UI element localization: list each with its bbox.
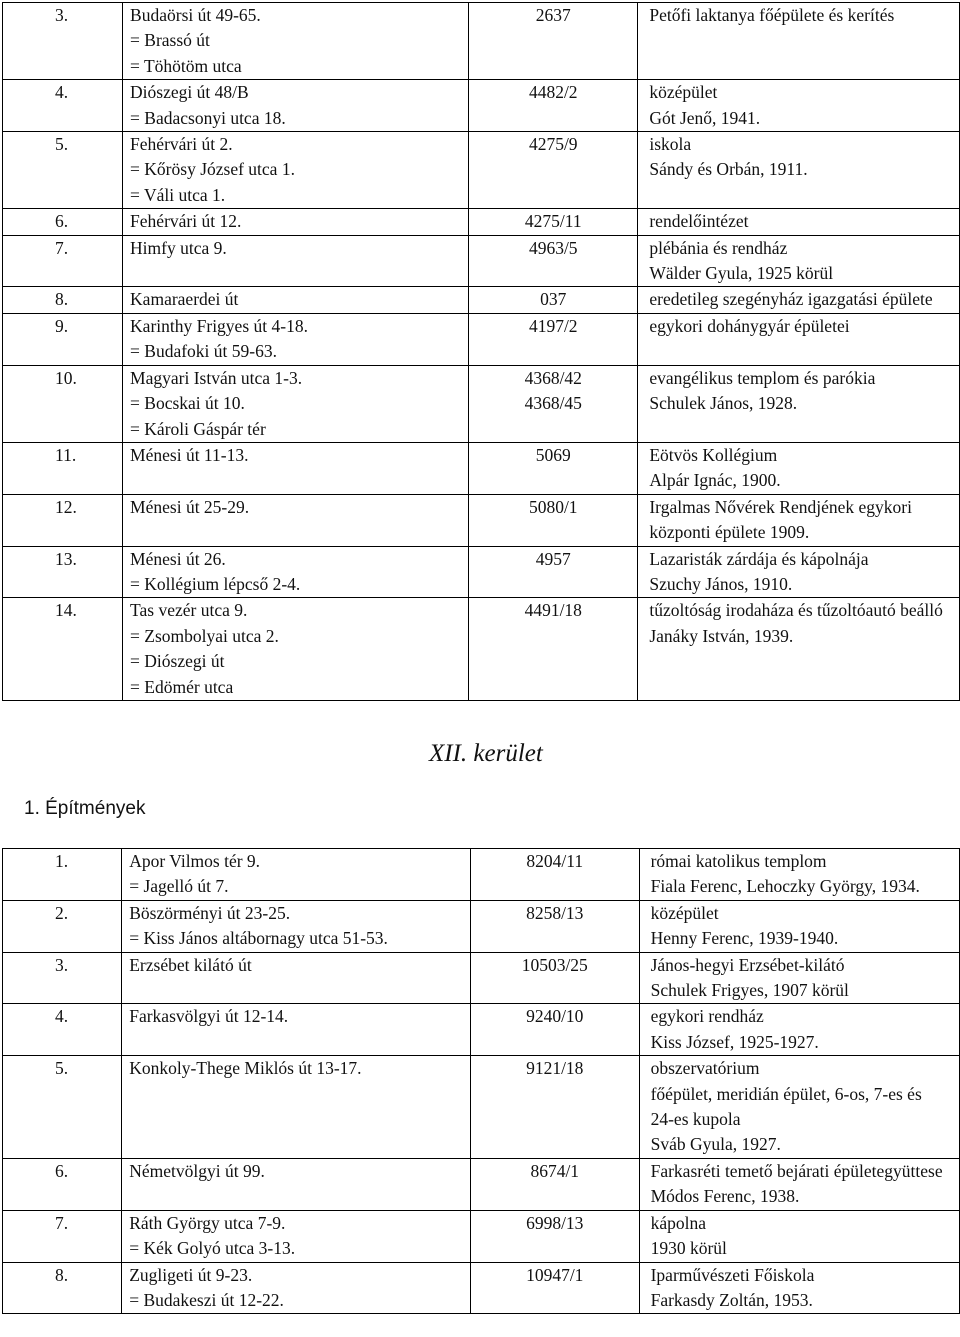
description-cell — [639, 1210, 959, 1262]
table-row — [3, 287, 960, 313]
address-line: = Zsombolyai utca 2. — [130, 625, 279, 646]
address-cell — [122, 1056, 471, 1159]
address-line: Magyari István utca 1-3. — [130, 367, 303, 388]
address-line: Fehérvári út 12. — [130, 211, 242, 232]
address-cell — [123, 494, 469, 546]
description-line: egykori dohánygyár épületei — [649, 315, 850, 336]
district-heading: XII. kerület — [429, 740, 543, 767]
plot-number-cell — [469, 313, 638, 365]
row-number: 6. — [3, 1158, 122, 1210]
table-row — [3, 313, 960, 365]
address-line: Ráth György utca 7-9. — [129, 1212, 286, 1233]
address-cell — [123, 132, 469, 209]
plot-number-line: 4197/2 — [528, 315, 578, 336]
description-line: Irgalmas Nővérek Rendjének egykori központi épülete 1909. — [649, 496, 912, 543]
plot-number-line: 037 — [540, 289, 567, 310]
address-cell — [123, 287, 469, 313]
address-line: = Károli Gáspár tér — [130, 418, 266, 439]
description-line: Iparművészeti Főiskola — [650, 1264, 815, 1285]
description-cell — [638, 598, 960, 701]
address-line: Böszörményi út 23-25. — [129, 902, 291, 923]
address-cell — [123, 365, 469, 442]
plot-number-line: 4275/9 — [528, 134, 578, 155]
table-row — [3, 442, 960, 494]
address-line: Karinthy Frigyes út 4-18. — [130, 315, 308, 336]
table-row — [3, 900, 960, 952]
plot-number-line: 4482/2 — [528, 82, 578, 103]
plot-number-line: 4368/45 — [524, 393, 582, 414]
table-row — [3, 546, 960, 598]
row-number: 10. — [3, 365, 123, 442]
monument-table-2 — [2, 848, 960, 1314]
plot-number-cell — [470, 1262, 639, 1314]
description-line: középület — [650, 902, 719, 923]
plot-number-line: 4491/18 — [524, 600, 582, 621]
address-line: = Kék Golyó utca 3-13. — [129, 1238, 296, 1259]
description-cell — [638, 3, 960, 80]
description-line: 1930 körül — [650, 1238, 727, 1259]
address-cell — [123, 209, 469, 235]
plot-number-cell — [469, 494, 638, 546]
plot-number-cell — [469, 80, 638, 132]
address-line: Apor Vilmos tér 9. — [129, 851, 261, 871]
address-cell — [123, 546, 469, 598]
table-row — [3, 1210, 960, 1262]
row-number: 5. — [3, 132, 123, 209]
description-line: Módos Ferenc, 1938. — [650, 1186, 800, 1207]
address-cell — [123, 235, 469, 287]
row-number: 3. — [3, 3, 123, 80]
table-row — [3, 235, 960, 287]
description-line: Fiala Ferenc, Lehoczky György, 1934. — [650, 876, 920, 897]
address-line: = Edömér utca — [130, 676, 234, 697]
monument-table-1 — [2, 2, 960, 701]
row-number: 11. — [3, 442, 123, 494]
section-label: 1. Építmények — [24, 798, 146, 819]
description-line: főépület, meridián épület, 6-os, 7-es és 24-es kupola — [650, 1083, 922, 1130]
description-cell — [638, 287, 960, 313]
description-line: Kiss József, 1925-1927. — [650, 1031, 819, 1052]
address-line: = Töhötöm utca — [130, 55, 242, 76]
description-line: Wälder Gyula, 1925 körül — [649, 263, 834, 284]
description-line: Petőfi laktanya főépülete és kerítés — [649, 5, 895, 25]
description-line: evangélikus templom és parókia — [649, 367, 876, 388]
description-cell — [638, 209, 960, 235]
plot-number-cell — [470, 1056, 639, 1159]
description-line: eredetileg szegényház igazgatási épülete — [649, 289, 933, 310]
plot-number-cell — [469, 235, 638, 287]
address-line: Diószegi út 48/B — [130, 82, 249, 103]
description-line: Sándy és Orbán, 1911. — [649, 159, 808, 180]
address-line: = Budafoki út 59-63. — [130, 341, 277, 362]
plot-number-line: 10503/25 — [521, 954, 588, 975]
address-line: Fehérvári út 2. — [130, 134, 233, 155]
plot-number-line: 10947/1 — [526, 1264, 584, 1285]
row-number: 6. — [3, 209, 123, 235]
address-cell — [122, 900, 471, 952]
description-cell — [638, 132, 960, 209]
plot-number-line: 5080/1 — [528, 496, 578, 517]
address-line: Ménesi út 11-13. — [130, 444, 249, 465]
address-line: = Diószegi út — [130, 651, 225, 672]
plot-number-cell — [469, 3, 638, 80]
address-line: Kamaraerdei út — [130, 289, 239, 310]
row-number: 3. — [3, 952, 122, 1004]
row-number: 5. — [3, 1056, 122, 1159]
description-cell — [638, 442, 960, 494]
description-line: plébánia és rendház — [649, 237, 788, 258]
row-number: 9. — [3, 313, 123, 365]
address-line: = Kollégium lépcső 2-4. — [130, 573, 301, 594]
row-number: 7. — [3, 1210, 122, 1262]
address-line: = Váli utca 1. — [130, 184, 226, 205]
table-row — [3, 1004, 960, 1056]
row-number: 1. — [3, 849, 122, 901]
description-cell — [639, 849, 959, 901]
address-line: Ménesi út 26. — [130, 548, 226, 569]
description-cell — [638, 80, 960, 132]
description-line: Farkasdy Zoltán, 1953. — [650, 1289, 813, 1310]
description-cell — [638, 313, 960, 365]
row-number: 13. — [3, 546, 123, 598]
table-row — [3, 849, 960, 901]
plot-number-cell — [470, 952, 639, 1004]
address-line: Ménesi út 25-29. — [130, 496, 250, 517]
description-cell — [639, 1056, 959, 1159]
plot-number-cell — [469, 442, 638, 494]
description-line: János-hegyi Erzsébet-kilátó — [650, 954, 845, 975]
plot-number-line: 6998/13 — [526, 1212, 584, 1233]
address-cell — [123, 3, 469, 80]
description-cell — [639, 900, 959, 952]
plot-number-line: 4275/11 — [524, 211, 582, 232]
plot-number-cell — [470, 1004, 639, 1056]
address-cell — [123, 80, 469, 132]
plot-number-line: 5069 — [535, 444, 571, 465]
description-line: középület — [649, 82, 718, 103]
description-line: kápolna — [650, 1212, 706, 1233]
description-line: rendelőintézet — [649, 211, 749, 232]
description-cell — [638, 546, 960, 598]
row-number: 4. — [3, 80, 123, 132]
table-row — [3, 494, 960, 546]
address-cell — [122, 1262, 471, 1314]
description-cell — [638, 365, 960, 442]
description-line: római katolikus templom — [650, 851, 827, 871]
row-number: 12. — [3, 494, 123, 546]
row-number: 2. — [3, 900, 122, 952]
address-line: = Jagelló út 7. — [129, 876, 229, 897]
plot-number-line: 4957 — [535, 548, 571, 569]
description-cell — [639, 952, 959, 1004]
table-row — [3, 1158, 960, 1210]
address-line: Konkoly-Thege Miklós út 13-17. — [129, 1058, 362, 1079]
address-cell — [122, 849, 471, 901]
address-line: = Budakeszi út 12-22. — [129, 1289, 284, 1310]
plot-number-cell — [469, 132, 638, 209]
address-cell — [122, 952, 471, 1004]
plot-number-line: 8258/13 — [526, 902, 584, 923]
description-line: Schulek János, 1928. — [649, 393, 798, 414]
description-cell — [639, 1262, 959, 1314]
plot-number-cell — [469, 598, 638, 701]
description-line: Eötvös Kollégium — [649, 444, 778, 465]
description-line: Gót Jenő, 1941. — [649, 107, 761, 128]
address-line: = Badacsonyi utca 18. — [130, 107, 286, 128]
table-row — [3, 132, 960, 209]
plot-number-cell — [470, 1210, 639, 1262]
table-row — [3, 80, 960, 132]
row-number: 7. — [3, 235, 123, 287]
plot-number-cell — [469, 209, 638, 235]
address-cell — [122, 1210, 471, 1262]
table-row — [3, 365, 960, 442]
address-cell — [123, 442, 469, 494]
address-line: = Brassó út — [130, 30, 210, 51]
description-line: obszervatórium — [650, 1058, 760, 1079]
plot-number-cell — [469, 287, 638, 313]
description-line: iskola — [649, 134, 692, 155]
row-number: 8. — [3, 1262, 122, 1314]
address-line: Németvölgyi út 99. — [129, 1160, 265, 1181]
plot-number-cell — [469, 546, 638, 598]
plot-number-cell — [470, 849, 639, 901]
plot-number-cell — [469, 365, 638, 442]
address-line: = Kőrösy József utca 1. — [130, 159, 295, 180]
table-row — [3, 3, 960, 80]
address-line: Budaörsi út 49-65. — [130, 5, 261, 25]
address-line: Tas vezér utca 9. — [130, 600, 248, 621]
description-line: Lazaristák zárdája és kápolnája — [649, 548, 869, 569]
plot-number-line: 9121/18 — [526, 1058, 584, 1079]
description-line: Farkasréti temető bejárati épületegyüttese — [650, 1160, 943, 1181]
table-row — [3, 1262, 960, 1314]
table-row — [3, 952, 960, 1004]
table-row — [3, 598, 960, 701]
plot-number-line: 4963/5 — [528, 237, 578, 258]
description-line: Henny Ferenc, 1939-1940. — [650, 928, 839, 949]
address-cell — [123, 313, 469, 365]
address-cell — [122, 1004, 471, 1056]
table-row — [3, 1056, 960, 1159]
plot-number-line: 9240/10 — [526, 1006, 584, 1027]
address-line: = Bocskai út 10. — [130, 393, 245, 414]
description-line: tűzoltóság irodaháza és tűzoltóautó beálló — [649, 600, 943, 621]
plot-number-cell — [470, 1158, 639, 1210]
address-line: = Kiss János altábornagy utca 51-53. — [129, 928, 388, 949]
description-cell — [638, 235, 960, 287]
plot-number-line: 2637 — [535, 5, 571, 25]
description-line: Sváb Gyula, 1927. — [650, 1134, 781, 1155]
description-line: Schulek Frigyes, 1907 körül — [650, 980, 849, 1001]
row-number: 4. — [3, 1004, 122, 1056]
row-number: 8. — [3, 287, 123, 313]
description-cell — [638, 494, 960, 546]
plot-number-line: 8204/11 — [526, 851, 584, 871]
address-line: Himfy utca 9. — [130, 237, 227, 258]
description-line: egykori rendház — [650, 1006, 764, 1027]
description-line: Alpár Ignác, 1900. — [649, 470, 781, 491]
description-line: Szuchy János, 1910. — [649, 573, 793, 594]
description-cell — [639, 1004, 959, 1056]
description-cell — [639, 1158, 959, 1210]
plot-number-cell — [470, 900, 639, 952]
row-number: 14. — [3, 598, 123, 701]
address-line: Farkasvölgyi út 12-14. — [129, 1006, 289, 1027]
address-line: Erzsébet kilátó út — [129, 954, 252, 975]
address-cell — [122, 1158, 471, 1210]
address-line: Zugligeti út 9-23. — [129, 1264, 253, 1285]
table-row — [3, 209, 960, 235]
description-line: Janáky István, 1939. — [649, 625, 794, 646]
address-cell — [123, 598, 469, 701]
plot-number-line: 8674/1 — [530, 1160, 580, 1181]
plot-number-line: 4368/42 — [524, 367, 582, 388]
